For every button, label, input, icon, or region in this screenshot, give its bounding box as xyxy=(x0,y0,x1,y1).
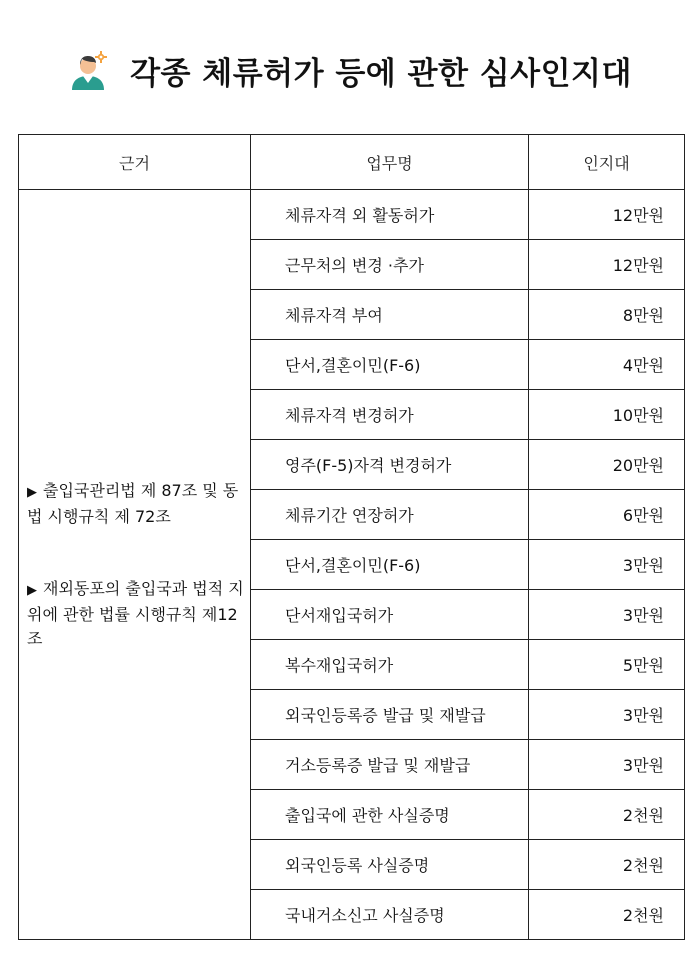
triangle-bullet-icon: ▶ xyxy=(27,484,37,500)
task-cell: 외국인등록 사실증명 xyxy=(251,840,529,890)
basis-text: 재외동포의 출입국과 법적 지위에 관한 법률 시행규칙 제12조 xyxy=(27,578,244,648)
person-avatar-icon xyxy=(68,50,108,90)
task-cell: 국내거소신고 사실증명 xyxy=(251,890,529,940)
fee-cell: 12만원 xyxy=(529,240,685,290)
table-header-row xyxy=(19,135,685,190)
task-cell: 체류자격 외 활동허가 xyxy=(251,190,529,240)
fee-cell: 3만원 xyxy=(529,740,685,790)
fee-cell: 20만원 xyxy=(529,440,685,490)
fee-cell: 8만원 xyxy=(529,290,685,340)
fee-cell: 5만원 xyxy=(529,640,685,690)
header-basis: 근거 xyxy=(19,135,251,190)
page-header xyxy=(0,40,700,100)
task-cell: 외국인등록증 발급 및 재발급 xyxy=(251,690,529,740)
fee-cell: 2천원 xyxy=(529,840,685,890)
task-cell: 단서,결혼이민(F-6) xyxy=(251,340,529,390)
fee-cell: 2천원 xyxy=(529,890,685,940)
fee-cell: 4만원 xyxy=(529,340,685,390)
basis-item xyxy=(27,479,246,529)
stamp-fee-table xyxy=(18,134,685,940)
task-cell: 출입국에 관한 사실증명 xyxy=(251,790,529,840)
task-cell: 체류기간 연장허가 xyxy=(251,490,529,540)
table-row xyxy=(19,190,685,240)
task-cell: 체류자격 변경허가 xyxy=(251,390,529,440)
fee-cell: 10만원 xyxy=(529,390,685,440)
basis-item xyxy=(27,577,246,651)
fee-cell: 3만원 xyxy=(529,590,685,640)
task-cell: 근무처의 변경 ·추가 xyxy=(251,240,529,290)
task-cell: 단서재입국허가 xyxy=(251,590,529,640)
header-fee: 인지대 xyxy=(529,135,685,190)
page-title: 각종 체류허가 등에 관한 심사인지대 xyxy=(130,55,632,92)
task-cell: 거소등록증 발급 및 재발급 xyxy=(251,740,529,790)
task-cell: 복수재입국허가 xyxy=(251,640,529,690)
fee-cell: 6만원 xyxy=(529,490,685,540)
fee-cell: 2천원 xyxy=(529,790,685,840)
fee-cell: 3만원 xyxy=(529,540,685,590)
task-cell: 영주(F-5)자격 변경허가 xyxy=(251,440,529,490)
triangle-bullet-icon: ▶ xyxy=(27,582,37,598)
basis-text: 출입국관리법 제 87조 및 동법 시행규칙 제 72조 xyxy=(27,480,239,526)
fee-cell: 3만원 xyxy=(529,690,685,740)
basis-cell xyxy=(19,190,251,940)
header-task: 업무명 xyxy=(251,135,529,190)
task-cell: 단서,결혼이민(F-6) xyxy=(251,540,529,590)
task-cell: 체류자격 부여 xyxy=(251,290,529,340)
fee-cell: 12만원 xyxy=(529,190,685,240)
